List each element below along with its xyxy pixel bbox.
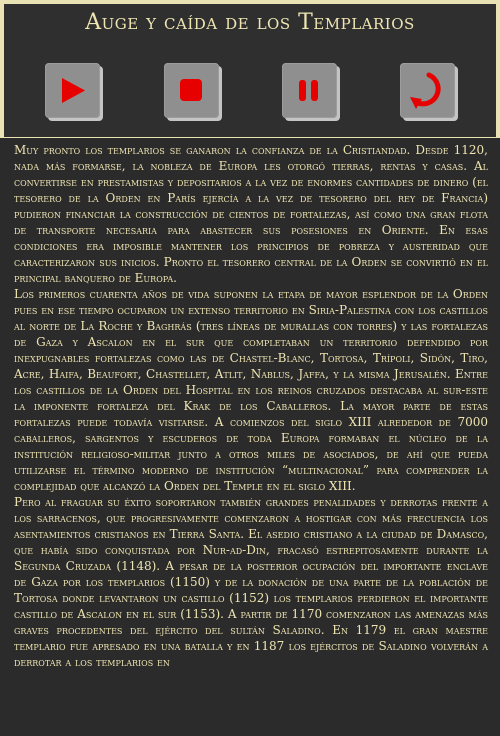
paragraph: Pero al fraguar su éxito soportaron también grandes penalidades y derrotas frente a los sarracenos, que progresivamente comenzaron a hostigar con más frecuencia los asentamientos cristianos en Tierra Santa. El asedio cristiano a la ciudad de Damasco, que había sido conquistada por Nur-ad-Din, fracasó estrepitosamente durante la Segunda Cruzada (1148). A pesar de la posterior ocupación del importante enclave de Gaza por los templarios (1150) y de la donación de una parte de la población de Tortosa donde levantaron un castillo (1152) los templarios perdieron el importante castillo de Ascalon en el sur (1153). A partir de 1170 comenzaron las amenazas más graves procedentes del ejército del sultán Saladino. En 1179 el gran maestre templario fue apresado en una batalla y en 1187 los ejércitos de Saladino volverán a derrotar a los templarios en xyxy=(14,495,488,669)
article-content xyxy=(0,138,500,736)
replay-icon xyxy=(400,63,455,118)
stop-icon xyxy=(164,63,219,118)
pause-icon xyxy=(282,63,337,118)
play-icon xyxy=(45,63,100,118)
replay-button[interactable] xyxy=(400,63,455,118)
header-panel xyxy=(4,4,496,137)
header xyxy=(0,0,500,138)
page-title: Auge y caída de los Templarios xyxy=(85,10,415,35)
paragraph: Muy pronto los templarios se ganaron la confianza de la Cristiandad. Desde 1120, nada más formarse, la nobleza de Europa les otorgó tierras, rentas y casas. Al convertirse en prestamistas y depositarios a la vez de enormes cantidades de dinero (el tesorero de la Orden en París ejercía a la vez de tesorero del rey de Francia) pudieron financiar la construcción de cientos de fortalezas, así como una gran flota de transporte necesaria para abastecer sus posesiones en Oriente. En esas condiciones era imposible mantener los principios de pobreza y austeridad que caracterizaron sus inicios. Pronto el tesorero central de la Orden se convirtió en el principal banquero de Europa. xyxy=(14,143,488,285)
stop-button[interactable] xyxy=(164,63,219,118)
paragraph: Los primeros cuarenta años de vida suponen la etapa de mayor esplendor de la Orden pues en ese tiempo ocuparon un extenso territorio en Siria-Palestina con los castillos al norte de La Roche y Baghrás (tres líneas de murallas con torres) y las fortalezas de Gaza y Ascalon en el sur que completaban un territorio defendido por inexpugnables fortalezas como las de Chastel-Blanc, Tortosa, Trípoli, Sidón, Tiro, Acre, Haifa, Beaufort, Chastellet, Atlit, Nablus, Jaffa, y la misma Jerusalén. Entre los castillos de la Orden del Hospital en los reinos cruzados destacaba al sur-este la imponente fortaleza del Krak de los Caballeros. La mayor parte de estas fortalezas puede todavía visitarse. A comienzos del siglo XIII alrededor de 7000 caballeros, sargentos y escuderos de toda Europa formaban el núcleo de la institución religioso-militar junto a otros miles de asociados, de ahí que pueda utilizarse el término moderno de institución “multinacional” para comprender la complejidad que alcanzó la Orden del Temple en el siglo XIII. xyxy=(14,287,488,493)
pause-button[interactable] xyxy=(282,63,337,118)
article-text xyxy=(14,142,488,670)
play-button[interactable] xyxy=(45,63,100,118)
